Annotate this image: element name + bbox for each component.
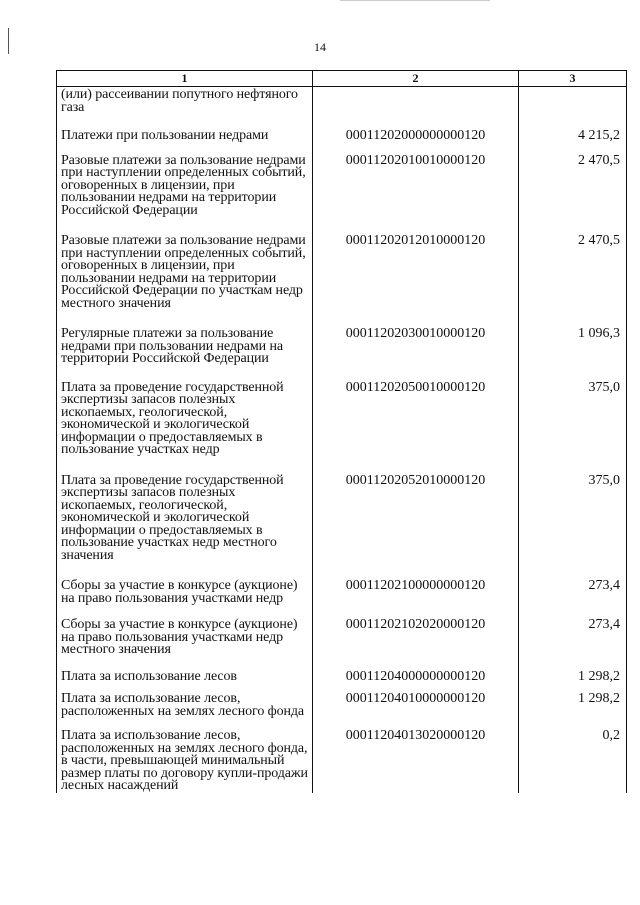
column-header-2: 2 bbox=[313, 71, 519, 87]
scan-artifact-line bbox=[340, 0, 490, 1]
table-row bbox=[57, 235, 627, 328]
row-name: Плата за использование лесов, расположенных на землях лесного фонда bbox=[57, 693, 313, 730]
table-row bbox=[57, 87, 627, 131]
row-name: Плата за проведение государственной экспертизы запасов полезных ископаемых, геологической, экономической и экологической информации о предоставляемых в пользование участках недр bbox=[57, 382, 313, 475]
table-header-row bbox=[57, 71, 627, 87]
row-code: 00011204013020000120 bbox=[313, 730, 519, 793]
row-code: 00011202050010000120 bbox=[313, 382, 519, 475]
row-code: 00011202010010000120 bbox=[313, 155, 519, 236]
row-name: Разовые платежи за пользование недрами при наступлении определенных событий, оговоренных в лицензии, при пользовании недрами на территории Российской Федерации bbox=[57, 155, 313, 236]
table-row bbox=[57, 475, 627, 581]
row-name: Сборы за участие в конкурсе (аукционе) на право пользования участками недр bbox=[57, 580, 313, 619]
table-row bbox=[57, 130, 627, 155]
row-code: 00011202102020000120 bbox=[313, 619, 519, 671]
table-row bbox=[57, 328, 627, 382]
row-value: 273,4 bbox=[519, 619, 627, 671]
row-value: 2 470,5 bbox=[519, 235, 627, 328]
row-value: 1 298,2 bbox=[519, 671, 627, 694]
table-row bbox=[57, 155, 627, 236]
row-code: 00011202030010000120 bbox=[313, 328, 519, 382]
row-name: (или) рассеивании попутного нефтяного газа bbox=[57, 87, 313, 131]
revenue-table bbox=[56, 70, 627, 793]
column-header-3: 3 bbox=[519, 71, 627, 87]
row-name: Регулярные платежи за пользование недрами при пользовании недрами на территории Российской Федерации bbox=[57, 328, 313, 382]
row-code: 00011202012010000120 bbox=[313, 235, 519, 328]
row-name: Платежи при пользовании недрами bbox=[57, 130, 313, 155]
row-code: 00011202000000000120 bbox=[313, 130, 519, 155]
row-code: 00011202100000000120 bbox=[313, 580, 519, 619]
row-value: 4 215,2 bbox=[519, 130, 627, 155]
row-value: 375,0 bbox=[519, 382, 627, 475]
row-name: Разовые платежи за пользование недрами при наступлении определенных событий, оговоренных в лицензии, при пользовании недрами на территории Российской Федерации по участкам недр местного значения bbox=[57, 235, 313, 328]
row-code bbox=[313, 87, 519, 131]
row-value: 0,2 bbox=[519, 730, 627, 793]
row-name: Сборы за участие в конкурсе (аукционе) на право пользования участками недр местного значения bbox=[57, 619, 313, 671]
row-name: Плата за использование лесов, расположенных на землях лесного фонда, в части, превышающей минимальный размер платы по договору купли-продажи лесных насаждений bbox=[57, 730, 313, 793]
row-value: 375,0 bbox=[519, 475, 627, 581]
row-value: 1 096,3 bbox=[519, 328, 627, 382]
table-row bbox=[57, 580, 627, 619]
row-name: Плата за проведение государственной экспертизы запасов полезных ископаемых, геологической, экономической и экологической информации о предоставляемых в пользование участках недр местного значения bbox=[57, 475, 313, 581]
table-row bbox=[57, 382, 627, 475]
table-row bbox=[57, 619, 627, 671]
row-value: 273,4 bbox=[519, 580, 627, 619]
row-value: 2 470,5 bbox=[519, 155, 627, 236]
row-code: 00011204000000000120 bbox=[313, 671, 519, 694]
row-value bbox=[519, 87, 627, 131]
page-number: 14 bbox=[314, 40, 326, 54]
row-code: 00011202052010000120 bbox=[313, 475, 519, 581]
row-name: Плата за использование лесов bbox=[57, 671, 313, 694]
table-row bbox=[57, 671, 627, 694]
column-header-1: 1 bbox=[57, 71, 313, 87]
table-row bbox=[57, 693, 627, 730]
row-value: 1 298,2 bbox=[519, 693, 627, 730]
row-code: 00011204010000000120 bbox=[313, 693, 519, 730]
table-row bbox=[57, 730, 627, 793]
